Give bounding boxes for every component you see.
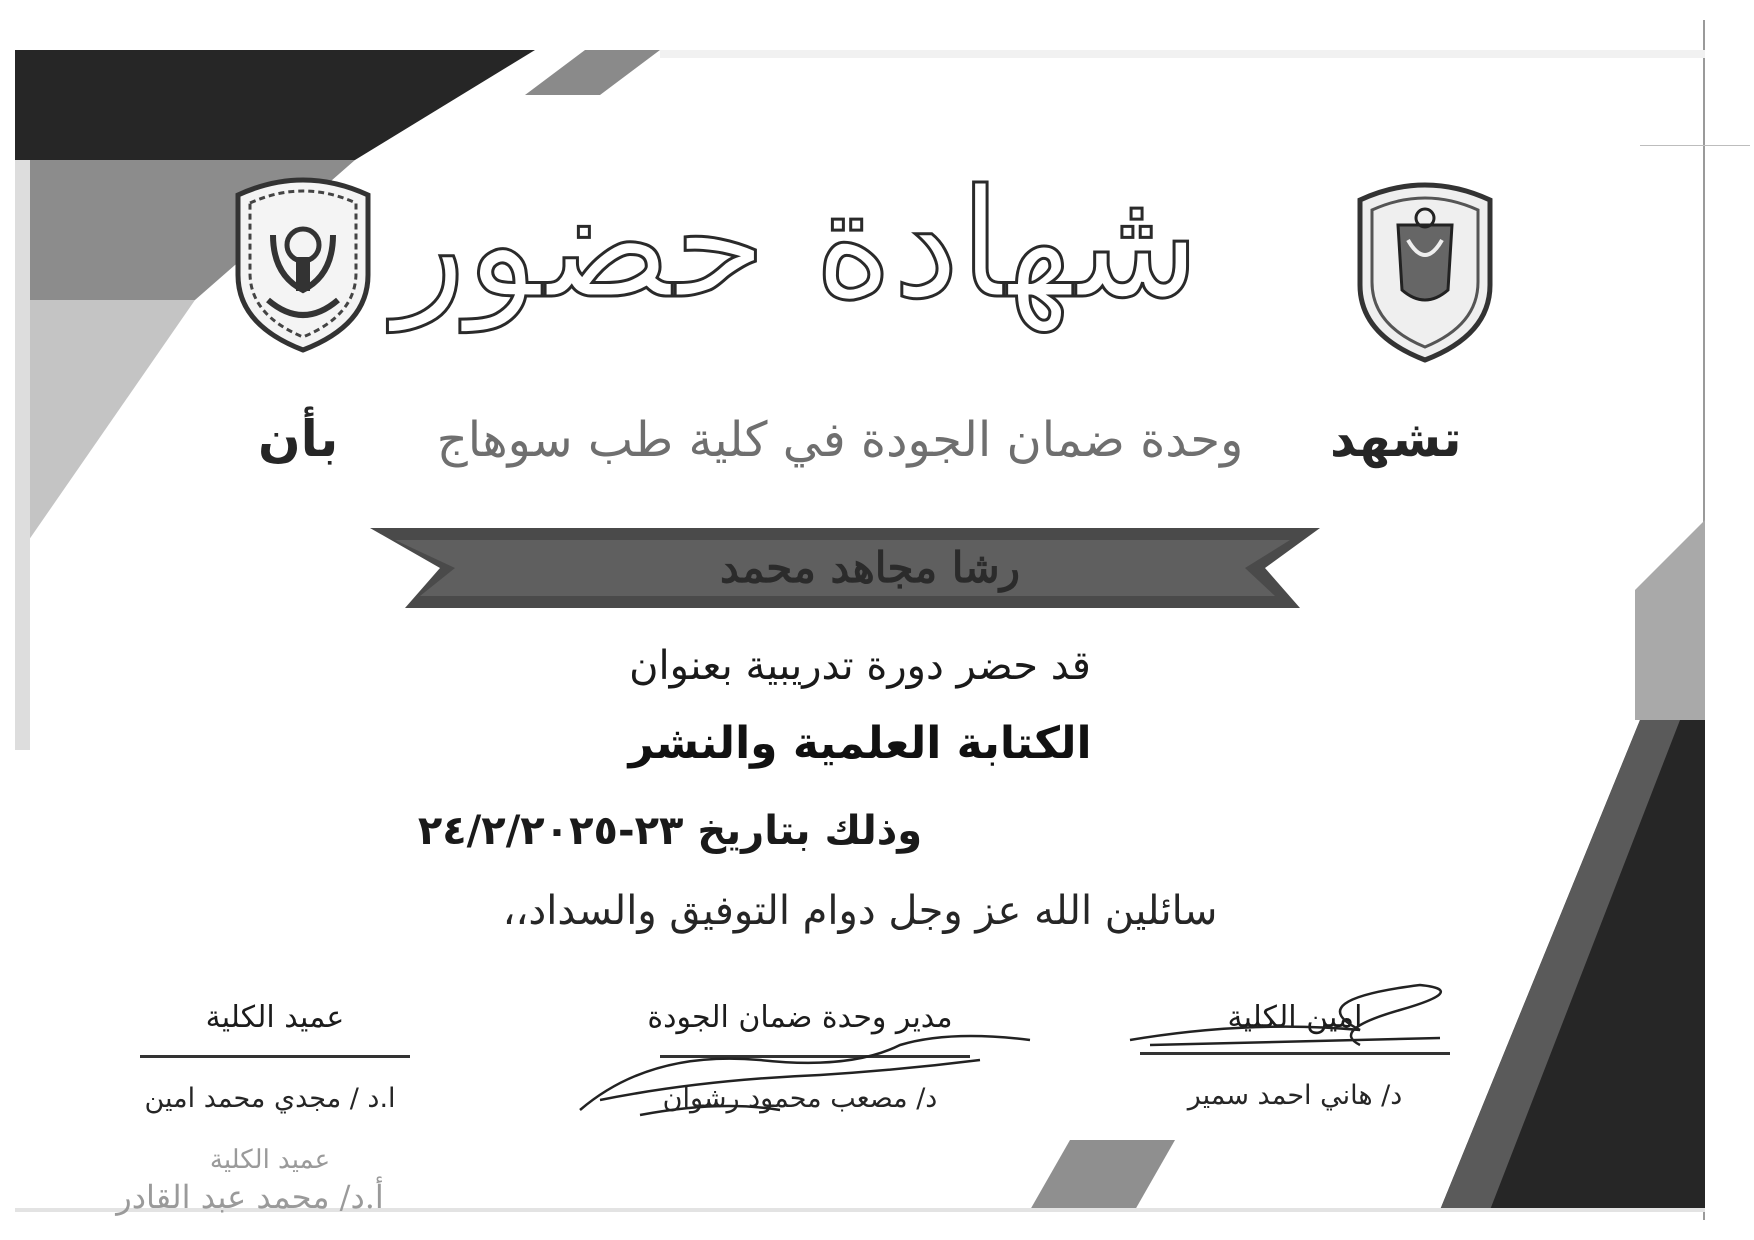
recipient-name: رشا مجاهد محمد [719, 543, 1021, 592]
signature-quality-director [580, 1036, 1030, 1115]
date-line: وذلك بتاريخ ٢٣-٢٤/٢/٢٠٢٥ [417, 808, 923, 854]
signatory-title-quality-director: مدير وحدة ضمان الجودة [647, 1000, 953, 1035]
attended-statement: قد حضر دورة تدريبية بعنوان [629, 643, 1091, 689]
signatory-title-registrar: امين الكلية [1227, 1000, 1363, 1035]
issuer-name: وحدة ضمان الجودة في كلية طب سوهاج [436, 412, 1244, 468]
witness-label: تشهد [1330, 410, 1462, 468]
dean-stamp-line2: أ.د/ محمد عبد القادر [116, 1178, 384, 1216]
that-label: بأن [258, 410, 339, 468]
signatory-name-quality-director: د/ مصعب محمود رشوان [662, 1083, 938, 1114]
course-title: الكتابة العلمية والنشر [628, 718, 1092, 769]
closing-prayer: سائلين الله عز وجل دوام التوفيق والسداد،، [502, 888, 1218, 934]
signatory-name-dean: ا.د / مجدي محمد امين [144, 1083, 396, 1114]
certificate-title: شهادة حضور [393, 158, 1200, 332]
dean-stamp-line1: عميد الكلية [209, 1145, 331, 1175]
signature-registrar [1130, 985, 1441, 1045]
signatory-name-registrar: د/ هاني احمد سمير [1187, 1080, 1403, 1111]
signatory-title-dean: عميد الكلية [205, 1000, 345, 1035]
